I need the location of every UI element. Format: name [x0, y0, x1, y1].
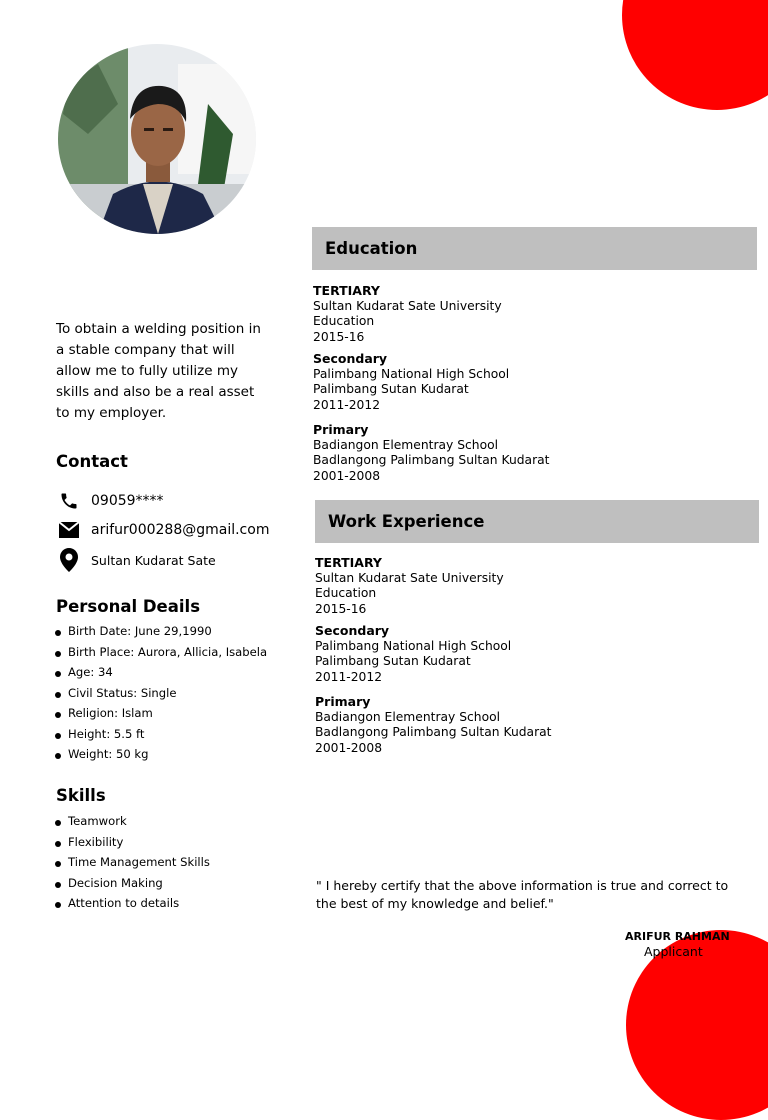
education-line: Sultan Kudarat Sate University — [313, 298, 502, 313]
work-line: 2001-2008 — [315, 740, 383, 755]
work-level: Primary — [315, 694, 371, 709]
education-line: Badiangon Elementray School — [313, 437, 499, 452]
contact-phone: 09059**** — [91, 493, 164, 509]
list-item: Teamwork — [54, 814, 210, 835]
work-line: Badiangon Elementray School — [315, 709, 501, 724]
work-entry — [315, 555, 504, 617]
education-level: TERTIARY — [313, 283, 380, 298]
location-pin-icon — [58, 549, 80, 571]
envelope-icon — [58, 519, 80, 541]
work-experience-heading: Work Experience — [328, 512, 485, 531]
personal-details-list — [54, 624, 267, 768]
education-line: Palimbang National High School — [313, 366, 510, 381]
list-item: Decision Making — [54, 876, 210, 897]
work-line: Badlangong Palimbang Sultan Kudarat — [315, 725, 552, 739]
education-level: Primary — [313, 422, 369, 437]
work-line: Sultan Kudarat Sate University — [315, 570, 504, 585]
education-line: 2001-2008 — [313, 468, 381, 483]
list-item: Birth Place: Aurora, Allicia, Isabela — [54, 645, 267, 666]
work-level: TERTIARY — [315, 555, 382, 570]
contact-address: Sultan Kudarat Sate — [91, 552, 216, 568]
list-item: Religion: Islam — [54, 706, 267, 727]
contact-email[interactable]: arifur000288@gmail.com — [91, 522, 270, 538]
profile-photo — [58, 44, 256, 234]
work-entry — [315, 694, 552, 756]
signature-role: Applicant — [644, 944, 703, 959]
list-item: Weight: 50 kg — [54, 747, 267, 768]
work-entry — [315, 623, 511, 685]
work-line: Palimbang National High School — [315, 638, 512, 653]
work-level: Secondary — [315, 623, 390, 638]
contact-address-row — [58, 549, 216, 571]
education-level: Secondary — [313, 351, 388, 366]
education-line: Palimbang Sutan Kudarat — [313, 382, 469, 396]
certification-statement: " I hereby certify that the above information is true and correct to the best of my knowledge and belief." — [316, 878, 729, 911]
list-item: Age: 34 — [54, 665, 267, 686]
education-heading-bar — [312, 227, 757, 270]
skills-heading: Skills — [56, 786, 106, 805]
red-circle-decoration-top — [622, 0, 768, 110]
contact-heading: Contact — [56, 452, 128, 471]
work-experience-heading-bar — [315, 500, 759, 543]
work-line: 2015-16 — [315, 601, 367, 616]
education-line: Education — [313, 314, 375, 328]
contact-phone-row — [58, 490, 164, 512]
list-item: Time Management Skills — [54, 855, 210, 876]
contact-email-row — [58, 519, 269, 541]
skills-list — [54, 814, 210, 917]
personal-details-heading: Personal Deails — [56, 597, 201, 616]
work-line: Palimbang Sutan Kudarat — [315, 654, 471, 668]
education-entry — [313, 422, 550, 484]
signature-name: ARIFUR RAHMAN — [625, 930, 730, 943]
phone-icon — [58, 490, 80, 512]
list-item: Birth Date: June 29,1990 — [54, 624, 267, 645]
education-line: Badlangong Palimbang Sultan Kudarat — [313, 453, 550, 467]
list-item: Flexibility — [54, 835, 210, 856]
work-line: 2011-2012 — [315, 669, 383, 684]
education-entry — [313, 283, 502, 345]
education-line: 2011-2012 — [313, 397, 381, 412]
career-objective: To obtain a welding position in a stable company that will allow me to fully utilize my skills and also be a real asset to my employer. — [56, 321, 261, 421]
list-item: Attention to details — [54, 896, 210, 917]
list-item: Height: 5.5 ft — [54, 727, 267, 748]
education-entry — [313, 351, 509, 413]
list-item: Civil Status: Single — [54, 686, 267, 707]
education-line: 2015-16 — [313, 329, 365, 344]
education-heading: Education — [325, 239, 418, 258]
work-line: Education — [315, 586, 377, 600]
